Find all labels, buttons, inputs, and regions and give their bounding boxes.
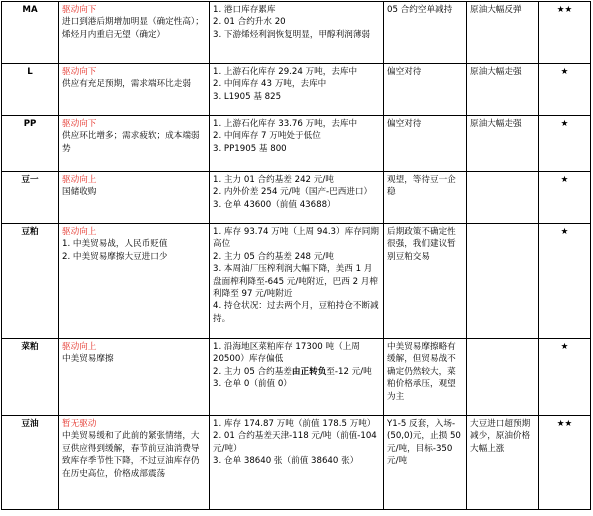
rating-stars: ★ — [539, 172, 591, 224]
fact-line: 2. 内外价差 254 元/吨（国产-巴西进口） — [213, 187, 373, 198]
fact-line: 1. 沿海地区菜粕库存 17300 吨（上周 20500）库存偏低 — [213, 342, 360, 365]
risk-cell: 原油大幅走强 — [467, 64, 539, 116]
fact-line: 3. 仓单 43600（前值 43688） — [213, 199, 336, 210]
table-row — [2, 339, 591, 416]
fact-emphasis: 由正转负 — [291, 366, 327, 377]
driver-title: 驱动向上 — [62, 227, 97, 237]
rating-stars: ★ — [539, 64, 591, 116]
fact-line: 3. 仓单 38640 张（前值 38640 张） — [213, 456, 359, 467]
risk-cell: 原油大幅走强 — [467, 116, 539, 172]
facts-cell — [210, 339, 384, 416]
driver-cell — [59, 339, 210, 416]
rating-stars: ★★ — [539, 416, 591, 510]
driver-line: 中美贸易摩擦 — [62, 354, 114, 365]
fact-line: 3. PP1905 基 800 — [213, 143, 287, 154]
fact-line: 1. 库存 174.87 万吨（前值 178.5 万吨） — [213, 419, 376, 429]
fact-line: 2. 主力 05 合约基差由正转负至-12 元/吨 — [213, 366, 372, 377]
driver-title: 驱动向下 — [62, 5, 97, 15]
risk-cell — [467, 339, 539, 416]
driver-cell — [59, 172, 210, 224]
fact-line: 3. 仓单 0（前值 0） — [213, 379, 292, 390]
commodity-strategy-table — [1, 1, 591, 510]
facts-cell — [210, 172, 384, 224]
driver-line: 烯烃月内重启无望（确定） — [62, 29, 166, 40]
driver-title: 驱动向下 — [62, 67, 97, 77]
fact-line: 1. 主力 01 合约基差 242 元/吨 — [213, 175, 334, 185]
fact-line: 1. 上游石化库存 33.76 万吨，去库中 — [213, 119, 358, 129]
table-row — [2, 224, 591, 339]
fact-line: 1. 库存 93.74 万吨（上周 94.3）库存同期高位 — [213, 227, 379, 250]
commodity-name: 豆油 — [2, 416, 59, 510]
rating-stars: ★ — [539, 116, 591, 172]
commodity-name: 豆一 — [2, 172, 59, 224]
strategy-cell: 后期政策不确定性很强，我们建议暂别豆粕交易 — [384, 224, 467, 339]
driver-title: 暂无驱动 — [62, 419, 97, 429]
fact-line: 2. 中间库存 7 万吨处于低位 — [213, 131, 321, 142]
fact-line: 3. 本周油厂压榨利润大幅下降，美西 1 月盘面榨利降至-645 元/吨附近，巴西 2 月榨利降至 97 元/吨附近 — [213, 264, 378, 300]
driver-cell — [59, 224, 210, 339]
facts-cell — [210, 224, 384, 339]
driver-line: 供应有充足预期，需求端环比走弱 — [62, 79, 191, 90]
commodity-name: 豆粕 — [2, 224, 59, 339]
strategy-cell: 偏空对待 — [384, 116, 467, 172]
facts-cell — [210, 64, 384, 116]
driver-line: 供应环比增多；需求疲软；成本端弱势 — [62, 131, 200, 154]
fact-line: 2. 中间库存 43 万吨，去库中 — [213, 79, 327, 90]
driver-line: 中美贸易缓和了此前的紧张情绪，大豆供应得到缓解，春节前豆油消费导致库存季节性下降，不过豆油库存仍在历史高位，价格成部震荡 — [62, 431, 200, 479]
rating-stars: ★ — [539, 339, 591, 416]
strategy-cell: 中美贸易摩擦略有缓解，但贸易战不确定仍然较大，菜粕价格承压，观望为主 — [384, 339, 467, 416]
driver-cell — [59, 416, 210, 510]
fact-line: 3. 下游烯烃利润恢复明显，甲醇利润薄弱 — [213, 29, 371, 40]
commodity-name: L — [2, 64, 59, 116]
driver-title: 驱动向下 — [62, 119, 97, 129]
table-row — [2, 416, 591, 510]
driver-line: 国储收购 — [62, 187, 97, 198]
fact-line: 2. 主力 05 合约基差 248 元/吨 — [213, 251, 334, 262]
fact-line: 1. 港口库存累库 — [213, 5, 276, 15]
table-row — [2, 64, 591, 116]
driver-line: 2. 中美贸易摩擦大豆进口少 — [62, 251, 168, 262]
risk-cell: 大豆进口超预期减少，原油价格大幅上涨 — [467, 416, 539, 510]
strategy-cell: 观望，等待豆一企稳 — [384, 172, 467, 224]
table-row — [2, 2, 591, 64]
fact-line: 2. 01 合约升水 20 — [213, 17, 286, 28]
strategy-cell: 偏空对待 — [384, 64, 467, 116]
commodity-name: MA — [2, 2, 59, 64]
table-row — [2, 116, 591, 172]
driver-line: 进口到港后期增加明显（确定性高）； — [62, 17, 204, 28]
strategy-cell: 05 合约空单减持 — [384, 2, 467, 64]
rating-stars: ★★ — [539, 2, 591, 64]
table-row — [2, 172, 591, 224]
facts-cell — [210, 116, 384, 172]
strategy-cell: Y1-5 反套，入场-(50,0)元，止损 50 元/吨，目标-350 元/吨 — [384, 416, 467, 510]
driver-cell — [59, 64, 210, 116]
driver-title: 驱动向上 — [62, 175, 97, 185]
commodity-name: PP — [2, 116, 59, 172]
driver-line: 1. 中美贸易战，人民币贬值 — [62, 239, 168, 250]
fact-line: 1. 上游石化库存 29.24 万吨，去库中 — [213, 67, 358, 77]
facts-cell — [210, 416, 384, 510]
risk-cell — [467, 224, 539, 339]
fact-line: 2. 01 合约基差天津-118 元/吨（前值-104 元/吨） — [213, 431, 377, 454]
fact-line: 4. 持仓状况：过去两个月，豆粕持仓不断减持。 — [213, 301, 379, 324]
facts-cell — [210, 2, 384, 64]
commodity-name: 菜粕 — [2, 339, 59, 416]
driver-cell — [59, 116, 210, 172]
rating-stars: ★ — [539, 224, 591, 339]
risk-cell — [467, 172, 539, 224]
driver-title: 驱动向上 — [62, 342, 97, 352]
fact-line: 3. L1905 基 825 — [213, 91, 282, 102]
driver-cell — [59, 2, 210, 64]
risk-cell: 原油大幅反弹 — [467, 2, 539, 64]
